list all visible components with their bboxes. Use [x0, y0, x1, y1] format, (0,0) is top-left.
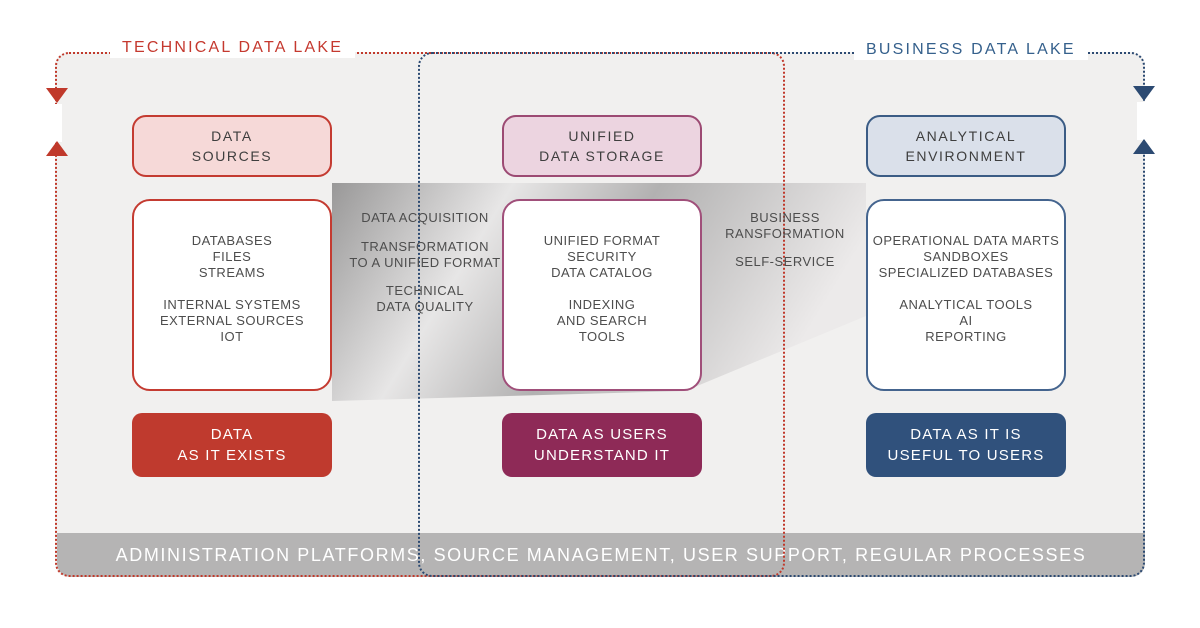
header-unified-data-storage: [502, 115, 702, 177]
content-group: [873, 233, 1060, 281]
header-analytical-environment: [866, 115, 1066, 177]
content-line: STREAMS: [198, 265, 266, 280]
content-line: DATA CATALOG: [551, 265, 653, 280]
header-data-sources: [132, 115, 332, 177]
blue-up-arrow-icon: [1133, 139, 1155, 154]
content-line: FILES: [212, 249, 252, 264]
blue-down-arrow-icon: [1133, 86, 1155, 101]
flow-line: TRANSFORMATION: [360, 239, 490, 254]
content-line: DATABASES: [191, 233, 273, 248]
footer-line: UNDERSTAND IT: [533, 447, 671, 464]
header-line: DATA STORAGE: [539, 148, 665, 164]
flow-line: DATA QUALITY: [376, 299, 474, 314]
content-group: [160, 297, 304, 345]
flow-step-technical-data-quality: [340, 283, 510, 315]
business-data-lake-label: BUSINESS DATA LAKE: [854, 40, 1088, 60]
header-line: ANALYTICAL: [915, 128, 1017, 144]
red-up-arrow-icon: [46, 141, 68, 156]
content-line: AND SEARCH: [556, 313, 648, 328]
flow-line: DATA ACQUISITION: [361, 210, 489, 225]
flow-line: RANSFORMATION: [725, 226, 845, 241]
header-line: UNIFIED: [568, 128, 636, 144]
footer-line: DATA AS IT IS: [910, 426, 1022, 443]
content-group: [192, 233, 273, 281]
footer-data-as-it-is-useful-to-users: [866, 413, 1066, 477]
right-border-gap: [1137, 102, 1149, 140]
footer-line: USEFUL TO USERS: [887, 447, 1045, 464]
content-line: AI: [959, 313, 973, 328]
flow-step-transformation: [340, 239, 510, 271]
technical-data-lake-label: TECHNICAL DATA LAKE: [110, 38, 355, 58]
content-line: INTERNAL SYSTEMS: [163, 297, 301, 312]
administration-bar-label: ADMINISTRATION PLATFORMS, SOURCE MANAGEMENT, USER SUPPORT, REGULAR PROCESSES: [115, 544, 1087, 565]
content-analytical-environment: [866, 199, 1066, 391]
flow-line: TECHNICAL: [385, 283, 465, 298]
content-line: SANDBOXES: [923, 249, 1009, 264]
content-line: SPECIALIZED DATABASES: [878, 265, 1054, 280]
left-border-gap: [50, 104, 62, 142]
content-line: INDEXING: [568, 297, 636, 312]
footer-data-as-users-understand-it: [502, 413, 702, 477]
flow-step-business-transformation: [700, 210, 870, 242]
red-down-arrow-icon: [46, 88, 68, 103]
footer-line: DATA AS USERS: [536, 426, 668, 443]
content-group: [557, 297, 647, 345]
flow-step-self-service: [700, 254, 870, 270]
header-line: ENVIRONMENT: [905, 148, 1027, 164]
flow-line: SELF-SERVICE: [735, 254, 835, 269]
header-line: SOURCES: [191, 148, 273, 164]
content-line: SECURITY: [567, 249, 637, 264]
footer-data-as-it-exists: [132, 413, 332, 477]
content-group: [899, 297, 1032, 345]
content-unified-data-storage: [502, 199, 702, 391]
content-line: REPORTING: [925, 329, 1007, 344]
flow-step-data-acquisition: [340, 210, 510, 226]
content-line: TOOLS: [578, 329, 626, 344]
flow-line: TO A UNIFIED FORMAT: [349, 255, 501, 270]
content-line: ANALYTICAL TOOLS: [899, 297, 1033, 312]
flow-line: BUSINESS: [750, 210, 820, 225]
footer-line: AS IT EXISTS: [177, 447, 287, 464]
administration-bar: [57, 533, 1145, 577]
header-line: DATA: [211, 128, 253, 144]
content-data-sources: [132, 199, 332, 391]
content-line: EXTERNAL SOURCES: [159, 313, 305, 328]
content-line: UNIFIED FORMAT: [543, 233, 661, 248]
footer-line: DATA: [210, 426, 254, 443]
content-group: [544, 233, 661, 281]
content-line: IOT: [220, 329, 244, 344]
content-line: OPERATIONAL DATA MARTS: [872, 233, 1060, 248]
